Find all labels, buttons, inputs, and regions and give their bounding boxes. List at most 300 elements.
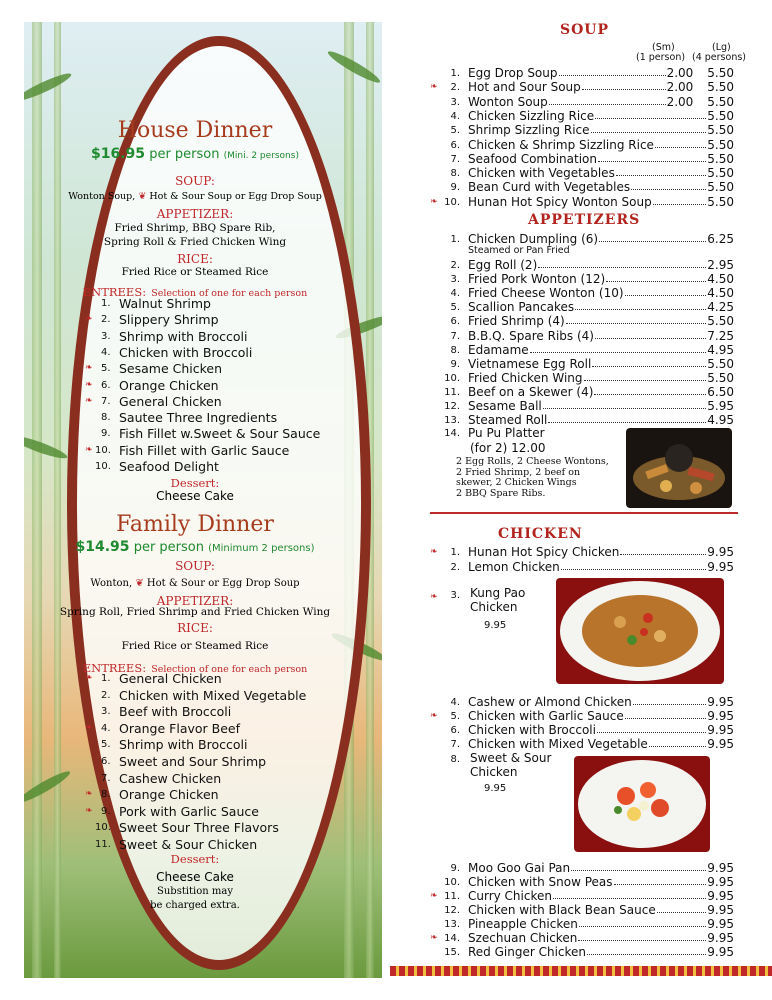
item-name: Wonton Soup xyxy=(468,94,548,109)
item-number: 5. xyxy=(450,302,460,314)
item-price: 9.95 xyxy=(707,559,734,574)
house-appetizer-line1: Fried Shrimp, BBQ Spare Rib, xyxy=(114,222,276,234)
family-dessert: Cheese Cake xyxy=(156,870,234,884)
leader-dots xyxy=(616,166,706,176)
item-price-small: 2.00 xyxy=(666,66,694,80)
item-price: 7.25 xyxy=(707,328,734,343)
item-name: Bean Curd with Vegetables xyxy=(468,180,631,195)
pupu-for: (for 2) xyxy=(470,441,508,455)
item-number: 12. xyxy=(444,905,460,916)
entree-name: Shrimp with Broccoli xyxy=(119,328,248,344)
family-dinner-price: $14.95 xyxy=(75,539,130,555)
item-number: 5. xyxy=(450,125,460,137)
kungpao-number: 3. xyxy=(450,590,460,601)
item-name: Red Ginger Chicken xyxy=(468,945,587,959)
house-dessert: Cheese Cake xyxy=(156,489,234,503)
hot-pepper-icon: ❦ xyxy=(138,191,147,202)
house-dinner-title: House Dinner xyxy=(117,118,273,143)
family-soup-b: Hot & Sour or Egg Drop Soup xyxy=(146,578,300,589)
item-number: 3. xyxy=(450,274,460,286)
section-divider xyxy=(430,512,738,514)
menu-row xyxy=(468,399,734,413)
entree-name: Beef with Broccoli xyxy=(119,704,232,720)
menu-row xyxy=(468,560,734,574)
leader-dots xyxy=(631,180,706,190)
item-price: 5.50 xyxy=(707,180,734,195)
entree-name: Shrimp with Broccoli xyxy=(119,737,248,753)
item-number: 15. xyxy=(444,947,460,958)
menu-row xyxy=(468,152,734,166)
item-name: Chicken Sizzling Rice xyxy=(468,108,595,123)
item-price: 5.50 xyxy=(707,356,734,371)
hot-pepper-icon: ❦ xyxy=(135,578,144,589)
sweetsour-line2: Chicken xyxy=(470,765,518,779)
hot-pepper-icon: ❧ xyxy=(430,592,438,602)
item-name: Chicken & Shrimp Sizzling Rice xyxy=(468,137,654,152)
item-number: 6. xyxy=(450,725,460,736)
item-price: 4.50 xyxy=(707,286,734,301)
leader-dots xyxy=(575,300,706,310)
item-name: Chicken with Vegetables xyxy=(468,166,615,181)
entree-name: General Chicken xyxy=(119,393,222,409)
pupu-number: 14. xyxy=(444,428,460,439)
entree-number: 3. xyxy=(101,330,111,342)
entree-number: 1. xyxy=(101,673,111,684)
house-appetizer-line2: Spring Roll & Fried Chicken Wing xyxy=(103,236,287,248)
menu-row xyxy=(468,931,734,945)
item-number: 5. xyxy=(450,711,460,722)
entree-name: Sweet Sour Three Flavors xyxy=(119,820,279,836)
item-number: 4. xyxy=(450,288,460,300)
entree-name: Cashew Chicken xyxy=(119,770,222,786)
menu-row xyxy=(468,917,734,931)
hot-pepper-icon: ❧ xyxy=(85,314,93,325)
item-price: 9.95 xyxy=(707,861,734,875)
entree-number: 5. xyxy=(101,739,111,751)
menu-row xyxy=(468,385,734,399)
item-price: 9.95 xyxy=(707,545,734,559)
pupu-desc-line: skewer, 2 Chicken Wings xyxy=(456,477,577,488)
leader-dots xyxy=(579,917,706,927)
family-dinner-per: per person xyxy=(133,540,204,555)
soup-sm-label: (Sm) xyxy=(652,42,675,53)
item-name: Seafood Combination xyxy=(468,151,597,166)
item-price: 6.50 xyxy=(707,384,734,399)
menu-row xyxy=(468,945,734,959)
item-price: 5.95 xyxy=(707,399,734,413)
entree-number: 7. xyxy=(101,772,111,784)
menu-row xyxy=(468,709,734,723)
entree-name: Slippery Shrimp xyxy=(119,312,219,328)
family-soup-a: Wonton, xyxy=(90,578,133,589)
house-appetizer-heading: APPETIZER: xyxy=(156,207,234,221)
item-number: 6. xyxy=(450,139,460,151)
family-dinner-title: Family Dinner xyxy=(116,512,274,537)
item-name: Fried Chicken Wing xyxy=(468,370,583,385)
house-entrees-note: Selection of one for each person xyxy=(151,288,308,299)
item-name: Fried Cheese Wonton (10) xyxy=(468,286,624,301)
leader-dots xyxy=(620,545,706,555)
entree-name: Fish Fillet w.Sweet & Sour Sauce xyxy=(119,426,321,442)
item-price: 9.95 xyxy=(707,875,734,889)
leader-dots xyxy=(571,861,706,871)
house-soup-heading: SOUP: xyxy=(175,174,215,188)
item-name: Vietnamese Egg Roll xyxy=(468,356,592,371)
entree-name: Chicken with Mixed Vegetable xyxy=(119,687,307,703)
hot-pepper-icon: ❧ xyxy=(85,673,93,683)
entree-name: Sweet and Sour Shrimp xyxy=(119,754,267,769)
kungpao-line1: Kung Pao xyxy=(470,586,526,600)
item-number: 3. xyxy=(450,96,460,108)
entree-number: 1. xyxy=(101,298,111,309)
house-entrees-heading: ENTREES: xyxy=(82,285,147,299)
leader-dots xyxy=(625,709,707,719)
entree-name: Orange Chicken xyxy=(119,787,219,803)
leader-dots xyxy=(594,385,706,395)
item-number: 7. xyxy=(450,739,460,750)
item-price: 5.50 xyxy=(707,370,734,385)
entree-number: 7. xyxy=(101,395,111,407)
house-soup-b: Hot & Sour Soup or Egg Drop Soup xyxy=(149,191,322,202)
entree-number: 8. xyxy=(101,789,111,801)
menu-row xyxy=(468,258,734,272)
item-price: 4.25 xyxy=(707,300,734,315)
menu-row xyxy=(468,180,734,194)
family-appetizer-heading: APPETIZER: xyxy=(156,594,234,608)
menu-row xyxy=(468,138,734,152)
kungpao-line2: Chicken xyxy=(470,600,518,614)
item-number: 10. xyxy=(444,877,460,888)
entree-name: Sesame Chicken xyxy=(119,361,223,377)
entree-name: Fish Fillet with Garlic Sauce xyxy=(119,442,290,458)
entree-name: Orange Chicken xyxy=(119,377,219,393)
entree-number: 5. xyxy=(101,363,111,375)
house-dinner-price: $16.95 xyxy=(91,146,146,162)
leader-dots xyxy=(582,80,666,90)
item-name: Chicken with Mixed Vegetable xyxy=(468,737,648,751)
kungpao-price: 9.95 xyxy=(484,620,507,631)
entree-number: 9. xyxy=(101,805,111,817)
entree-number: 3. xyxy=(101,706,111,718)
entree-name: Sautee Three Ingredients xyxy=(119,410,278,426)
hot-pepper-icon: ❧ xyxy=(85,789,93,800)
entree-number: 4. xyxy=(101,346,111,358)
menu-row xyxy=(468,123,734,137)
hot-pepper-icon: ❧ xyxy=(430,196,438,207)
pupu-desc-line: 2 Egg Rolls, 2 Cheese Wontons, xyxy=(456,456,609,467)
item-price: 4.95 xyxy=(707,413,734,428)
entree-number: 2. xyxy=(101,689,111,701)
item-price: 9.95 xyxy=(707,889,734,903)
menu-row xyxy=(468,329,734,343)
dumpling-note: Steamed or Pan Fried xyxy=(468,245,570,256)
family-appetizer-line: Spring Roll, Fried Shrimp and Fried Chicken Wing xyxy=(59,606,331,618)
entree-name: General Chicken xyxy=(119,671,222,686)
item-price: 2.95 xyxy=(707,258,734,272)
house-rice-heading: RICE: xyxy=(177,252,213,266)
menu-row xyxy=(468,695,734,709)
item-name: Fried Pork Wonton (12) xyxy=(468,272,606,287)
entree-number: 4. xyxy=(101,722,111,734)
item-price: 9.95 xyxy=(707,917,734,931)
item-name: Fried Shrimp (4) xyxy=(468,314,565,329)
leader-dots xyxy=(625,286,707,296)
item-number: 9. xyxy=(450,358,460,370)
menu-row xyxy=(468,545,734,559)
house-dinner-min: (Mini. 2 persons) xyxy=(223,151,299,161)
item-number: 4. xyxy=(450,697,460,708)
menu-row xyxy=(468,80,734,94)
menu-row xyxy=(468,166,734,180)
leader-dots xyxy=(606,272,706,282)
leader-dots xyxy=(559,66,666,76)
soup-lg-label: (Lg) xyxy=(712,42,731,53)
item-number: 2. xyxy=(450,260,460,271)
leader-dots xyxy=(538,258,706,268)
hot-pepper-icon: ❧ xyxy=(430,891,438,901)
leader-dots xyxy=(549,95,666,105)
menu-row xyxy=(468,300,734,314)
leader-dots xyxy=(578,931,706,941)
leader-dots xyxy=(599,232,706,242)
item-price: 5.50 xyxy=(707,137,734,152)
item-number: 1. xyxy=(450,68,460,79)
hot-pepper-icon: ❧ xyxy=(85,444,93,455)
hot-pepper-icon: ❧ xyxy=(85,363,93,374)
menu-row xyxy=(468,66,734,80)
item-number: 12. xyxy=(444,401,460,412)
item-name: Edamame xyxy=(468,342,529,357)
hot-pepper-icon: ❧ xyxy=(85,379,93,390)
leader-dots xyxy=(597,723,706,733)
leader-dots xyxy=(591,123,707,133)
item-number: 9. xyxy=(450,182,460,194)
menu-row xyxy=(468,357,734,371)
item-name: Beef on a Skewer (4) xyxy=(468,384,594,399)
item-number: 11. xyxy=(444,891,460,902)
leader-dots xyxy=(649,737,706,747)
item-price: 4.95 xyxy=(707,342,734,357)
item-price-small: 2.00 xyxy=(666,80,694,95)
item-price: 5.50 xyxy=(707,123,734,138)
item-name: Pineapple Chicken xyxy=(468,917,578,931)
entree-name: Pork with Garlic Sauce xyxy=(119,803,259,819)
leader-dots xyxy=(548,413,706,423)
item-number: 13. xyxy=(444,919,460,930)
pupu-desc-line: 2 BBQ Spare Ribs. xyxy=(456,487,546,499)
item-number: 10. xyxy=(444,196,460,208)
item-price: 6.25 xyxy=(707,232,734,246)
item-name: Chicken with Snow Peas xyxy=(468,875,613,889)
item-price: 9.95 xyxy=(707,931,734,945)
menu-row xyxy=(468,343,734,357)
item-price: 9.95 xyxy=(707,903,734,917)
family-rice-heading: RICE: xyxy=(177,621,213,635)
item-name: Hunan Hot Spicy Chicken xyxy=(468,545,620,559)
entree-number: 8. xyxy=(101,412,111,424)
item-number: 14. xyxy=(444,933,460,944)
item-number: 8. xyxy=(450,344,460,356)
pupu-desc-line: 2 Fried Shrimp, 2 beef on xyxy=(456,466,581,478)
menu-row xyxy=(468,371,734,385)
leader-dots xyxy=(587,945,706,955)
item-number: 8. xyxy=(450,168,460,180)
leader-dots xyxy=(614,875,707,885)
leader-dots xyxy=(595,329,706,339)
item-price: 5.50 xyxy=(707,314,734,329)
item-name: Lemon Chicken xyxy=(468,559,560,574)
item-number: 6. xyxy=(450,316,460,328)
item-name: Chicken with Garlic Sauce xyxy=(468,709,624,723)
item-price: 5.50 xyxy=(707,151,734,166)
family-rice-line: Fried Rice or Steamed Rice xyxy=(121,640,269,652)
menu-row xyxy=(468,723,734,737)
entree-name: Sweet & Sour Chicken xyxy=(119,837,258,852)
item-number: 4. xyxy=(450,110,460,122)
item-number: 9. xyxy=(450,863,460,874)
hot-pepper-icon: ❧ xyxy=(85,722,93,733)
soup-sm-sub: (1 person) xyxy=(636,52,686,63)
menu-row xyxy=(468,95,734,109)
family-note1: Substition may xyxy=(157,886,233,897)
entree-number: 10. xyxy=(95,444,111,456)
item-number: 1. xyxy=(450,234,460,245)
item-number: 10. xyxy=(444,372,460,384)
menu-row xyxy=(468,109,734,123)
house-rice-line: Fried Rice or Steamed Rice xyxy=(121,266,269,278)
family-soup-heading: SOUP: xyxy=(175,559,215,573)
item-price: 5.50 xyxy=(707,80,734,95)
kung-pao-chicken-photo xyxy=(556,578,724,684)
house-dinner-per: per person xyxy=(149,147,220,162)
family-dinner-min: (Minimum 2 persons) xyxy=(208,543,315,554)
hot-pepper-icon: ❧ xyxy=(430,82,438,93)
item-name: Hot and Sour Soup xyxy=(468,80,581,95)
leader-dots xyxy=(653,195,707,205)
item-number: 11. xyxy=(444,386,460,398)
entree-name: Seafood Delight xyxy=(119,459,219,474)
leader-dots xyxy=(566,314,707,324)
entree-number: 10. xyxy=(95,822,111,834)
item-price-small: 2.00 xyxy=(666,94,694,109)
item-number: 2. xyxy=(450,82,460,94)
family-entrees-heading: ENTREES: xyxy=(82,661,147,675)
chicken-heading: CHICKEN xyxy=(498,526,583,542)
menu-row xyxy=(468,195,734,209)
menu-row xyxy=(468,314,734,328)
soup-heading: SOUP xyxy=(560,22,610,38)
entree-number: 11. xyxy=(95,839,111,850)
item-name: Steamed Roll xyxy=(468,413,548,428)
leader-dots xyxy=(543,399,707,409)
pupu-platter-photo xyxy=(626,428,732,508)
menu-row xyxy=(468,737,734,751)
hot-pepper-icon: ❧ xyxy=(430,711,438,721)
soup-lg-sub: (4 persons) xyxy=(692,52,746,63)
item-name: Cashew or Almond Chicken xyxy=(468,695,632,709)
item-name: Egg Drop Soup xyxy=(468,66,558,80)
item-name: Moo Goo Gai Pan xyxy=(468,861,571,875)
item-name: Shrimp Sizzling Rice xyxy=(468,123,590,138)
entree-name: Walnut Shrimp xyxy=(119,296,211,311)
entree-number: 9. xyxy=(101,428,111,440)
item-price: 5.50 xyxy=(707,166,734,181)
item-price: 9.95 xyxy=(707,945,734,959)
entree-number: 10. xyxy=(95,461,111,472)
leader-dots xyxy=(633,695,707,705)
item-name: Hunan Hot Spicy Wonton Soup xyxy=(468,194,652,209)
menu-row xyxy=(468,232,734,246)
entree-name: Chicken with Broccoli xyxy=(119,344,253,360)
hot-pepper-icon: ❧ xyxy=(85,395,93,406)
item-price: 5.50 xyxy=(707,108,734,123)
item-price: 9.95 xyxy=(707,723,734,737)
item-name: Scallion Pancakes xyxy=(468,300,575,315)
item-price: 9.95 xyxy=(707,709,734,723)
item-name: Szechuan Chicken xyxy=(468,931,578,945)
menu-row xyxy=(468,413,734,427)
hot-pepper-icon: ❧ xyxy=(430,933,438,943)
leader-dots xyxy=(584,371,707,381)
item-number: 7. xyxy=(450,153,460,165)
hot-pepper-icon: ❧ xyxy=(430,547,438,557)
menu-row xyxy=(468,889,734,903)
leader-dots xyxy=(595,109,706,119)
item-name: Chicken with Broccoli xyxy=(468,723,596,737)
item-price: 9.95 xyxy=(707,695,734,709)
item-number: 13. xyxy=(444,415,460,427)
item-price: 4.50 xyxy=(707,272,734,287)
item-number: 1. xyxy=(450,547,460,558)
leader-dots xyxy=(592,357,706,367)
entree-number: 2. xyxy=(101,314,111,326)
sweetsour-price: 9.95 xyxy=(484,783,507,794)
hot-pepper-icon: ❧ xyxy=(85,805,93,816)
item-price: 5.50 xyxy=(707,194,734,209)
item-name: Curry Chicken xyxy=(468,889,552,903)
leader-dots xyxy=(530,343,707,353)
menu-row xyxy=(468,272,734,286)
item-name: B.B.Q. Spare Ribs (4) xyxy=(468,328,594,343)
item-number: 2. xyxy=(450,561,460,573)
item-name: Chicken with Black Bean Sauce xyxy=(468,903,656,917)
pupu-price: 12.00 xyxy=(511,441,546,455)
sweetsour-number: 8. xyxy=(450,754,460,765)
house-soup-a: Wonton Soup, xyxy=(68,191,136,202)
leader-dots xyxy=(657,903,707,913)
family-dessert-heading: Dessert: xyxy=(170,852,220,866)
appetizers-heading: APPETIZERS xyxy=(528,212,641,228)
sweetsour-line1: Sweet & Sour xyxy=(470,751,552,765)
entree-name: Orange Flavor Beef xyxy=(119,720,240,736)
decorative-border xyxy=(390,966,772,976)
family-note2: be charged extra. xyxy=(150,900,240,911)
item-name: Chicken Dumpling (6) xyxy=(468,232,599,246)
item-price: 9.95 xyxy=(707,737,734,751)
leader-dots xyxy=(561,560,707,570)
menu-row xyxy=(468,861,734,875)
leader-dots xyxy=(553,889,706,899)
sweet-sour-chicken-photo xyxy=(574,756,710,852)
pupu-name: Pu Pu Platter xyxy=(468,426,545,440)
item-name: Sesame Ball xyxy=(468,399,542,413)
menu-row xyxy=(468,903,734,917)
entree-number: 6. xyxy=(101,379,111,391)
family-entrees-note: Selection of one for each person xyxy=(151,664,308,675)
leader-dots xyxy=(598,152,706,162)
leader-dots xyxy=(655,138,706,148)
entree-number: 6. xyxy=(101,756,111,767)
